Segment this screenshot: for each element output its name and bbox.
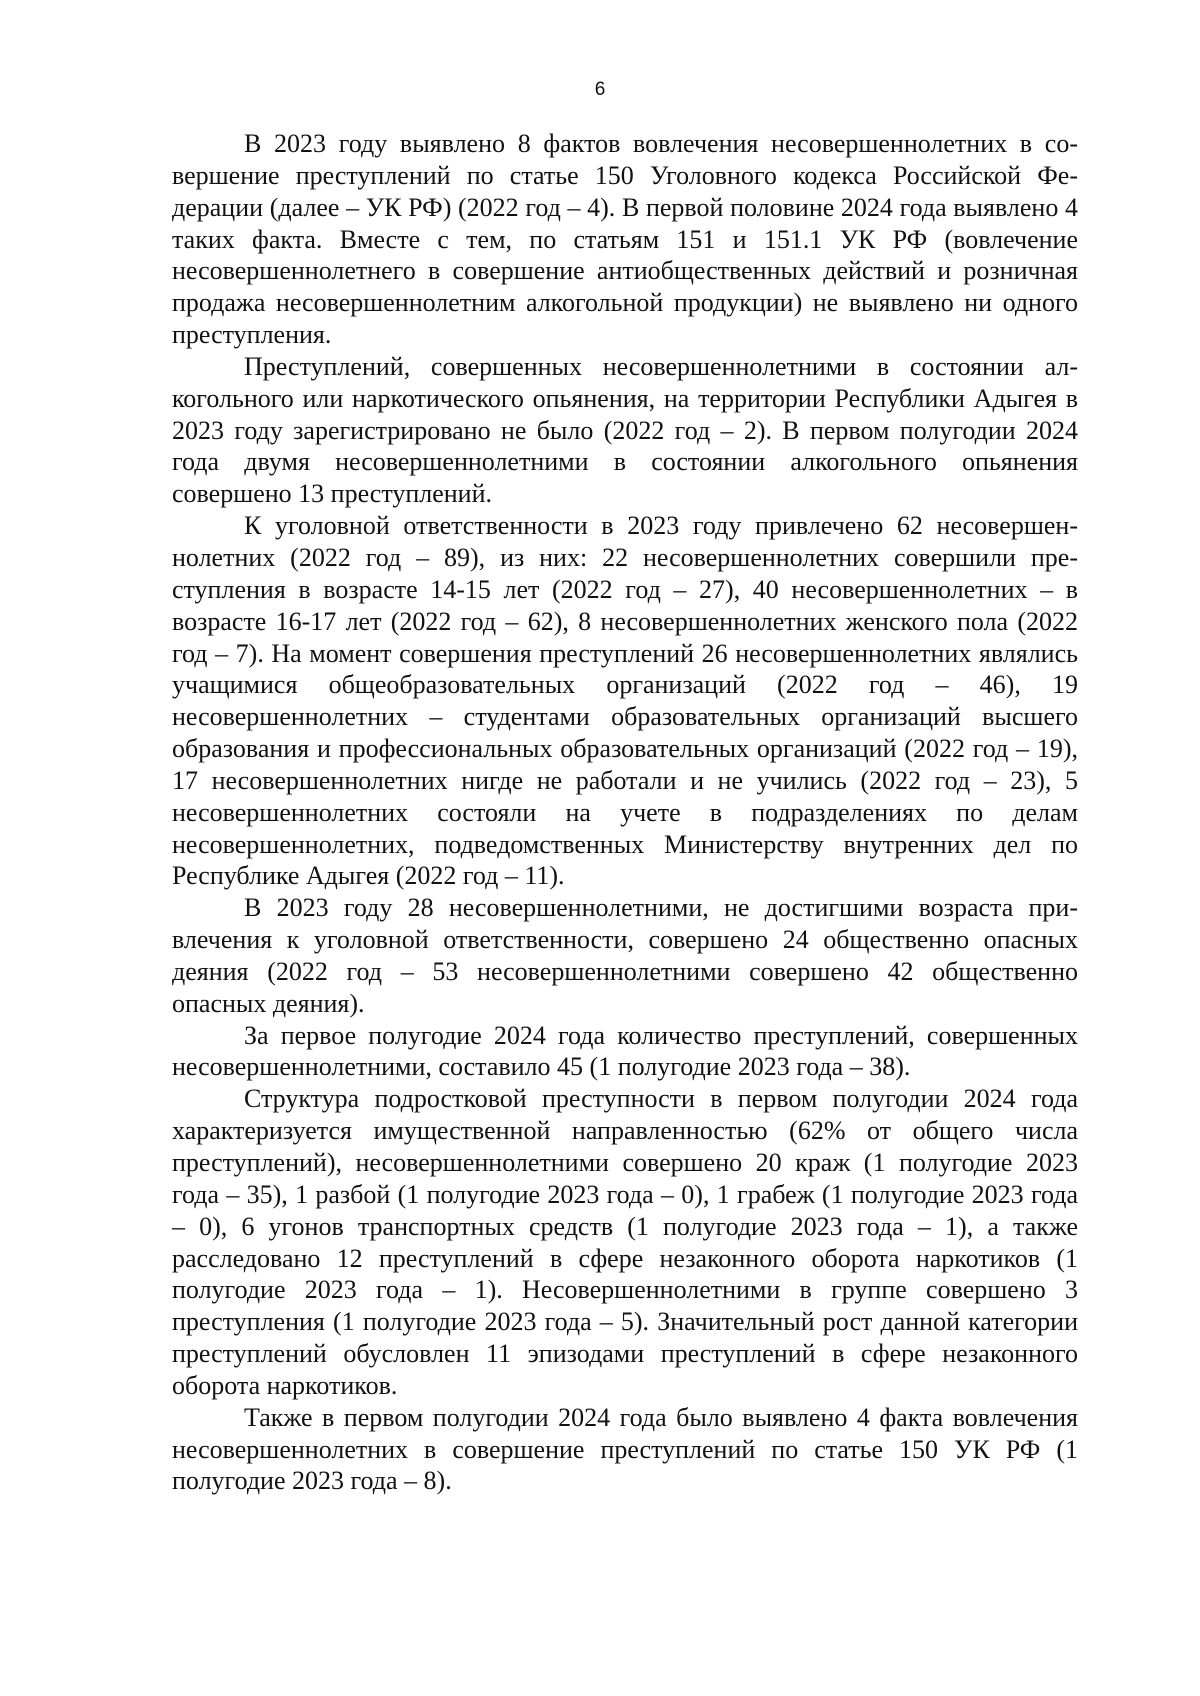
paragraph-criminal-liability: К уголовной ответственности в 2023 году привлечено 62 несовершеннолетних (2022 год – 89), из них: 22 несовершеннолетних совершили преступления в возрасте 14-15 лет (2022 год – 27), 40 несовершеннолетних – в возрасте 16-17 лет (2022 год – 62), 8 несовершеннолетних женского пола (2022 год – 7). На момент совершения преступлений 26 несовершеннолетних являлись учащимися общеобразовательных организаций (2022 год – 46), 19 несовершеннолетних – студентами образовательных организаций высшего образования и профессиональных образовательных организаций (2022 год – 19), 17 несовершеннолетних нигде не работали и не учились (2022 год – 23), 5 несовершеннолетних состояли на учете в подразделениях по делам несовершеннолетних, подведомственных Министерству внутренних дел по Республике Адыгея (2022 год – 11). <box>172 511 1078 891</box>
paragraph-involvement-facts: В 2023 году выявлено 8 фактов вовлечения несовершеннолетних в совершение преступлений по статье 150 Уголовного кодекса Российской Федерации (далее – УК РФ) (2022 год – 4). В первой половине 2024 года выявлено 4 таких факта. Вместе с тем, по статьям 151 и 151.1 УК РФ (вовлечение несовершеннолетнего в совершение антиобщественных действий и розничная продажа несовершеннолетним алкогольной продукции) не выявлено ни одного преступления. <box>172 129 1078 350</box>
paragraph-first-half-total: За первое полугодие 2024 года количество преступлений, совершенных несовершеннолетними, составило 45 (1 полугодие 2023 года – 38). <box>172 1020 1078 1082</box>
paragraph-first-half-involvement: Также в первом полугодии 2024 года было выявлено 4 факта вовлечения несовершеннолетних в совершение преступлений по статье 150 УК РФ (1 полугодие 2023 года – 8). <box>172 1402 1078 1496</box>
paragraph-intoxication-crimes: Преступлений, совершенных несовершеннолетними в состоянии алкогольного или наркотического опьянения, на территории Республики Адыгея в 2023 году зарегистрировано не было (2022 год – 2). В первом полугодии 2024 года двумя несовершеннолетними в состоянии алкогольного опьянения совершено 13 преступлений. <box>172 351 1078 509</box>
paragraph-crime-structure: Структура подростковой преступности в первом полугодии 2024 года характеризуется имущественной направленностью (62% от общего числа преступлений), несовершеннолетними совершено 20 краж (1 полугодие 2023 года – 35), 1 разбой (1 полугодие 2023 года – 0), 1 грабеж (1 полугодие 2023 года – 0), 6 угонов транспортных средств (1 полугодие 2023 года – 1), а также расследовано 12 преступлений в сфере незаконного оборота наркотиков (1 полугодие 2023 года – 1). Несовершеннолетними в группе совершено 3 преступления (1 полугодие 2023 года – 5). Значительный рост данной категории преступлений обусловлен 11 эпизодами преступлений в сфере незаконного оборота наркотиков. <box>172 1084 1078 1400</box>
document-body <box>172 128 1078 1497</box>
page-number: 6 <box>594 79 606 100</box>
paragraph-under-age-acts: В 2023 году 28 несовершеннолетними, не достигшими возраста привлечения к уголовной ответственности, совершено 24 общественно опасных деяния (2022 год – 53 несовершеннолетними совершено 42 общественно опасных деяния). <box>172 893 1078 1018</box>
